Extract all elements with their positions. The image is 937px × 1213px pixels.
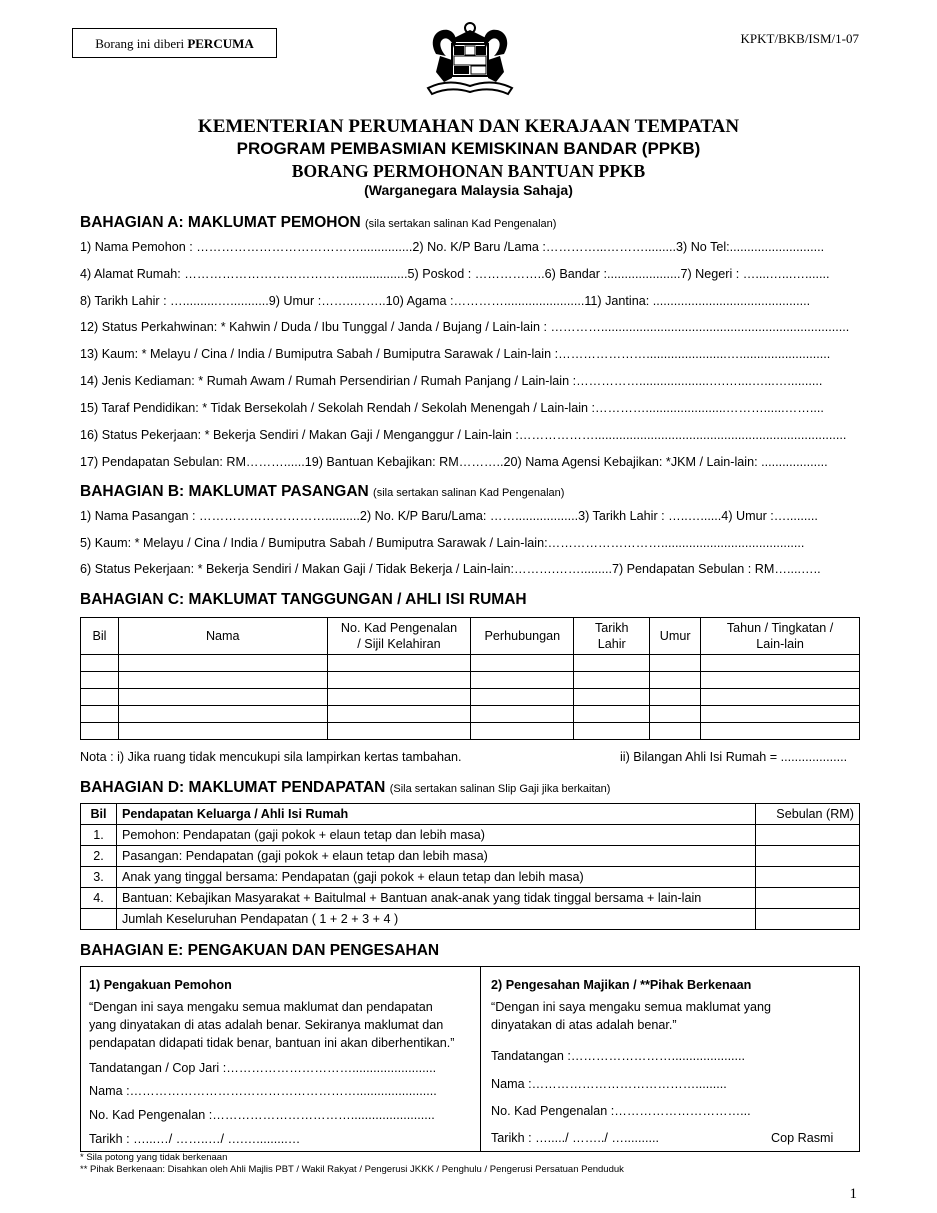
- official-stamp-label: Cop Rasmi: [771, 1131, 834, 1145]
- table-row: [81, 723, 860, 740]
- section-c-note-left: Nota : i) Jika ruang tidak mencukupi sila lampirkan kertas tambahan.: [80, 750, 462, 764]
- income-col-desc: Pendapatan Keluarga / Ahli Isi Rumah: [116, 804, 755, 825]
- income-amount-cell[interactable]: [756, 867, 860, 888]
- free-notice-box: [72, 28, 277, 58]
- section-d-title: BAHAGIAN D: MAKLUMAT PENDAPATAN: [80, 779, 386, 796]
- table-row: [81, 672, 860, 689]
- form-title: BORANG PERMOHONAN BANTUAN PPKB: [291, 161, 646, 181]
- col-perhubungan: Perhubungan: [471, 618, 574, 655]
- section-a-line: 4) Alamat Rumah: ………………………………….................5) Poskod : ……………..6) Bandar :.....................7) Negeri : …....…...….......: [80, 267, 830, 281]
- employer-date-field[interactable]: Tarikh : …...../ ……../ …..........: [491, 1131, 659, 1145]
- applicant-declaration-heading: 1) Pengakuan Pemohon: [89, 978, 232, 992]
- footnote: * Sila potong yang tidak berkenaan: [80, 1152, 228, 1163]
- free-notice-bold: PERCUMA: [187, 36, 254, 51]
- income-col-bil: Bil: [81, 804, 117, 825]
- dependents-header-row: [81, 618, 860, 655]
- applicant-ic-field[interactable]: No. Kad Pengenalan :……………………………........................: [89, 1108, 435, 1122]
- section-b-note: (sila sertakan salinan Kad Pengenalan): [373, 487, 565, 499]
- applicant-statement-line: pendapatan didapati tidak benar, bantuan ini akan diberhentikan.”: [89, 1036, 455, 1050]
- employer-name-field[interactable]: Nama :………………………………….........: [491, 1077, 727, 1091]
- table-row: 3. Anak yang tinggal bersama: Pendapatan (gaji pokok + elaun tetap dan lebih masa): [81, 867, 860, 888]
- col-bil: Bil: [81, 618, 119, 655]
- free-notice-prefix: Borang ini diberi: [95, 36, 188, 51]
- section-b-line: 6) Status Pekerjaan: * Bekerja Sendiri / Makan Gaji / Tidak Bekerja / Lain-lain:……….…….........7) Pendapatan Sebulan : RM…....…..: [80, 562, 821, 576]
- income-amount-cell[interactable]: [756, 825, 860, 846]
- applicant-statement-line: “Dengan ini saya mengaku semua maklumat dan pendapatan: [89, 1000, 433, 1014]
- income-amount-cell[interactable]: [756, 846, 860, 867]
- section-b-line: 5) Kaum: * Melayu / Cina / India / Bumiputra Sabah / Bumiputra Sarawak / Lain-lain:……………………….........................................: [80, 536, 805, 550]
- income-total-cell[interactable]: [756, 909, 860, 930]
- col-ic: No. Kad Pengenalan / Sijil Kelahiran: [327, 618, 471, 655]
- applicant-signature-field[interactable]: Tandatangan / Cop Jari :…………………………........................: [89, 1061, 437, 1075]
- program-title: PROGRAM PEMBASMIAN KEMISKINAN BANDAR (PPKB): [236, 139, 701, 158]
- employer-statement-line: dinyatakan di atas adalah benar.”: [491, 1018, 677, 1032]
- section-d-note: (Sila sertakan salinan Slip Gaji jika berkaitan): [389, 783, 611, 795]
- col-nama: Nama: [118, 618, 327, 655]
- table-row: [81, 655, 860, 672]
- ministry-title: KEMENTERIAN PERUMAHAN DAN KERAJAAN TEMPATAN: [197, 116, 740, 137]
- col-umur: Umur: [650, 618, 701, 655]
- section-d-heading: [80, 779, 610, 797]
- section-a-heading: [80, 214, 556, 232]
- table-row: 1. Pemohon: Pendapatan (gaji pokok + elaun tetap dan lebih masa): [81, 825, 860, 846]
- employer-statement-line: “Dengan ini saya mengaku semua maklumat yang: [491, 1000, 772, 1014]
- table-row: Jumlah Keseluruhan Pendapatan ( 1 + 2 + 3 + 4 ): [81, 909, 860, 930]
- table-row: [81, 689, 860, 706]
- section-a-line: 16) Status Pekerjaan: * Bekerja Sendiri / Makan Gaji / Menganggur / Lain-lain :………………........................................................................: [80, 428, 847, 442]
- employer-ic-field[interactable]: No. Kad Pengenalan :…………………………...: [491, 1104, 751, 1118]
- section-e-heading: BAHAGIAN E: PENGAKUAN DAN PENGESAHAN: [80, 942, 440, 959]
- declaration-divider: [480, 966, 481, 1152]
- section-a-line: 14) Jenis Kediaman: * Rumah Awam / Rumah Persendirian / Rumah Panjang / Lain-lain :……………....................….…....…...…..........: [80, 374, 823, 388]
- section-b-line: 1) Nama Pasangan : …………………………..........2) No. K/P Baru/Lama: ……..................3) Tarikh Lahir : …..…......4) Umur :….........: [80, 509, 818, 523]
- section-b-heading: [80, 483, 564, 501]
- section-c-heading: BAHAGIAN C: MAKLUMAT TANGGUNGAN / AHLI ISI RUMAH: [80, 591, 527, 608]
- section-c-note-right: ii) Bilangan Ahli Isi Rumah = ...................: [620, 750, 848, 764]
- table-row: 4. Bantuan: Kebajikan Masyarakat + Baitulmal + Bantuan anak-anak yang tidak tinggal bersama + lain-lain: [81, 888, 860, 909]
- employer-signature-field[interactable]: Tandatangan :…………………….....................: [491, 1049, 746, 1063]
- form-reference: KPKT/BKB/ISM/1-07: [740, 31, 859, 46]
- dependents-table: [80, 617, 860, 740]
- section-a-note: (sila sertakan salinan Kad Pengenalan): [365, 218, 557, 230]
- section-a-title: BAHAGIAN A: MAKLUMAT PEMOHON: [80, 214, 361, 231]
- section-a-line: 17) Pendapatan Sebulan: RM………......19) Bantuan Kebajikan: RM………..20) Nama Agensi Kebajikan: *JKM / Lain-lain: ...................: [80, 455, 828, 469]
- footnote: ** Pihak Berkenaan: Disahkan oleh Ahli Majlis PBT / Wakil Rakyat / Pengerusi JKKK / Penghulu / Pengerusi Persatuan Penduduk: [80, 1164, 624, 1175]
- col-tarikh-lahir: Tarikh Lahir: [574, 618, 650, 655]
- table-row: [81, 706, 860, 723]
- applicant-statement-line: yang dinyatakan di atas adalah benar. Sekiranya maklumat dan: [89, 1018, 444, 1032]
- table-row: 2. Pasangan: Pendapatan (gaji pokok + elaun tetap dan lebih masa): [81, 846, 860, 867]
- section-a-line: 13) Kaum: * Melayu / Cina / India / Bumiputra Sabah / Bumiputra Sarawak / Lain-lain :………………….......................…..........................: [80, 347, 831, 361]
- section-a-line: 1) Nama Pemohon : …………………………………...............2) No. K/P Baru /Lama :…………...……….........3) No Tel:...........................: [80, 240, 825, 254]
- section-b-title: BAHAGIAN B: MAKLUMAT PASANGAN: [80, 483, 369, 500]
- applicant-date-field[interactable]: Tarikh : …...…/ ……..…/ ….….........…: [89, 1132, 301, 1146]
- income-amount-cell[interactable]: [756, 888, 860, 909]
- income-col-monthly: Sebulan (RM): [756, 804, 860, 825]
- applicant-name-field[interactable]: Nama :……………………………………………….......................: [89, 1084, 437, 1098]
- section-a-line: 15) Taraf Pendidikan: * Tidak Bersekolah / Sekolah Rendah / Sekolah Menengah / Lain-lain :………….......................………......……....: [80, 401, 824, 415]
- eligibility-note: (Warganegara Malaysia Sahaja): [364, 182, 573, 198]
- page-number: 1: [849, 1186, 857, 1202]
- employer-verification-heading: 2) Pengesahan Majikan / **Pihak Berkenaan: [491, 978, 752, 992]
- section-a-line: 12) Status Perkahwinan: * Kahwin / Duda / Ibu Tunggal / Janda / Bujang / Lain-lain : ………….......................................................................: [80, 320, 850, 334]
- col-tahun: Tahun / Tingkatan / Lain-lain: [701, 618, 860, 655]
- section-a-line: 8) Tarikh Lahir : …..........…...........9) Umur :……..……..10) Agama :………….......................11) Jantina: .............................................: [80, 294, 811, 308]
- income-header-row: [81, 804, 860, 825]
- malaysia-crest-icon: [418, 20, 522, 100]
- income-table: [80, 803, 860, 930]
